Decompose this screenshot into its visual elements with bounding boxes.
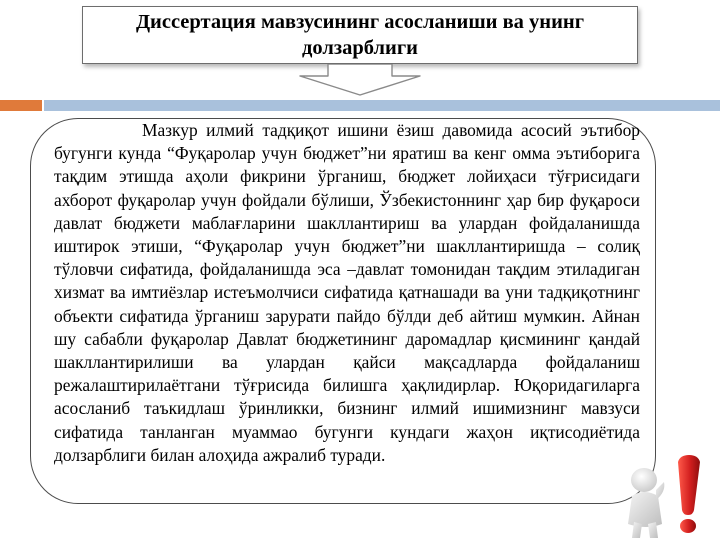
down-arrow-icon xyxy=(298,64,422,96)
slide-title: Диссертация мавзусининг асосланиши ва унинг долзарблиги xyxy=(135,11,585,59)
accent-bar-orange xyxy=(0,100,42,111)
title-box xyxy=(82,6,638,64)
body-paragraph: Мазкур илмий тадқиқот ишини ёзиш давомида асосий эътибор бугунги кунда “Фуқаролар учун бюджет”ни яратиш ва кенг омма эътиборига тақдим этишда аҳоли фикрини ўрганиш, бюджет лойиҳаси тўғрисидаги ахборот фуқаролар учун фойдали бўлиши, Ўзбекистоннинг ҳар бир фуқароси давлат бюджети маблағларини шакллантириш ва улардан фойдаланишда иштирок этиши, “Фуқаролар учун бюджет”ни шакллантиришда – солиқ тўловчи сифатида, фойдаланишда эса –давлат томонидан тақдим этиладиган хизмат ва имтиёзлар истеъмолчиси сифатида қатнашади ва уни тадқиқотнинг объекти сифатида ўрганиш зарурати пайдо бўлди деб айтиш мумкин. Айнан шу сабабли фуқаролар Давлат бюджетининг даромадлар қисмининг қандай шакллантирилиши ва улардан қайси мақсадларда фойдаланиш режалаштирилаётгани тўғрисида билишга ҳақлидирлар. Юқоридагиларга асосланиб таъкидлаш ўринликки, бизнинг илмий ишимизнинг мавзуси сифатида танланган муаммао бугунги кундаги жаҳон иқтисодиётида долзарблиги билан алоҳида ажралиб туради. xyxy=(54,120,640,465)
thinking-figure-exclamation-icon xyxy=(616,452,720,540)
accent-bar-blue xyxy=(44,100,720,111)
